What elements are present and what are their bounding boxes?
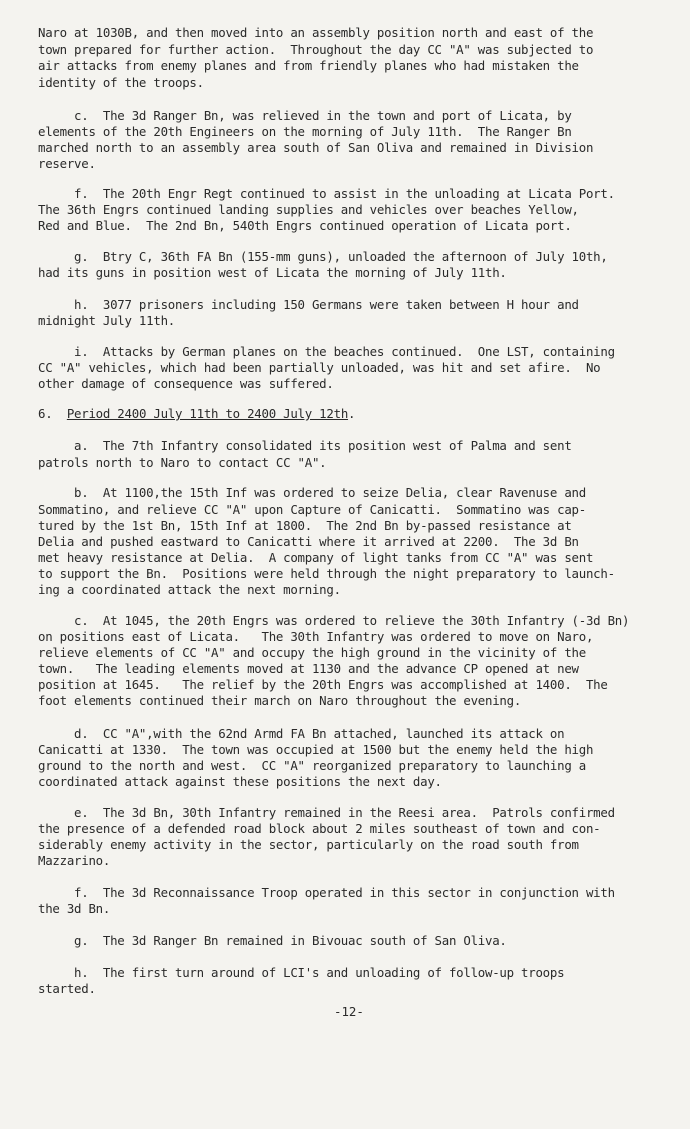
text-line: started.	[38, 981, 96, 996]
text-line: the presence of a defended road block about 2 miles southeast of town and con-	[38, 821, 601, 836]
text-line: identity of the troops.	[38, 75, 204, 90]
text-line: coordinated attack against these positions the next day.	[38, 774, 442, 789]
text-line: g. The 3d Ranger Bn remained in Bivouac south of San Oliva.	[38, 933, 507, 948]
text-line: Mazzarino.	[38, 853, 111, 868]
text-line: Sommatino, and relieve CC "A" upon Capture of Canicatti. Sommatino was cap-	[38, 502, 586, 517]
section-heading-end: .	[348, 406, 356, 421]
text-line: ground to the north and west. CC "A" reorganized preparatory to launching a	[38, 758, 586, 773]
text-line: had its guns in position west of Licata the morning of July 11th.	[38, 265, 507, 280]
text-line: midnight July 11th.	[38, 313, 175, 328]
text-line: town. The leading elements moved at 1130 and the advance CP opened at new	[38, 661, 579, 676]
text-line: Delia and pushed eastward to Canicatti where it arrived at 2200. The 3d Bn	[38, 534, 579, 549]
text-line: marched north to an assembly area south of San Oliva and remained in Division	[38, 140, 594, 155]
text-line: g. Btry C, 36th FA Bn (155-mm guns), unloaded the afternoon of July 10th,	[38, 249, 608, 264]
text-line: siderably enemy activity in the sector, particularly on the road south from	[38, 837, 579, 852]
text-line: d. CC "A",with the 62nd Armd FA Bn attached, launched its attack on	[38, 726, 565, 741]
text-line: met heavy resistance at Delia. A company of light tanks from CC "A" was sent	[38, 550, 594, 565]
text-line: i. Attacks by German planes on the beaches continued. One LST, containing	[38, 344, 615, 359]
text-line: CC "A" vehicles, which had been partially unloaded, was hit and set afire. No	[38, 360, 601, 375]
text-line: relieve elements of CC "A" and occupy the high ground in the vicinity of the	[38, 645, 586, 660]
text-line: Naro at 1030B, and then moved into an assembly position north and east of the	[38, 25, 594, 40]
text-line: ing a coordinated attack the next morning.	[38, 582, 341, 597]
text-line: other damage of consequence was suffered.	[38, 376, 334, 391]
page-number: -12-	[334, 1004, 364, 1019]
section-heading-text: Period 2400 July 11th to 2400 July 12th	[66, 406, 349, 421]
text-line: to support the Bn. Positions were held through the night preparatory to launch-	[38, 566, 615, 581]
text-line: foot elements continued their march on Naro throughout the evening.	[38, 693, 522, 708]
text-line: The 36th Engrs continued landing supplies and vehicles over beaches Yellow,	[38, 202, 579, 217]
section-heading-number: 6.	[38, 406, 67, 421]
text-line: b. At 1100,the 15th Inf was ordered to seize Delia, clear Ravenuse and	[38, 485, 586, 500]
text-line: e. The 3d Bn, 30th Infantry remained in the Reesi area. Patrols confirmed	[38, 805, 615, 820]
text-line: the 3d Bn.	[38, 901, 111, 916]
text-line: position at 1645. The relief by the 20th Engrs was accomplished at 1400. The	[38, 677, 608, 692]
text-line: patrols north to Naro to contact CC "A".	[38, 455, 327, 470]
text-line: f. The 20th Engr Regt continued to assist in the unloading at Licata Port.	[38, 186, 615, 201]
text-line: f. The 3d Reconnaissance Troop operated in this sector in conjunction with	[38, 885, 615, 900]
text-line: Canicatti at 1330. The town was occupied at 1500 but the enemy held the high	[38, 742, 594, 757]
text-line: h. The first turn around of LCI's and unloading of follow-up troops	[38, 965, 565, 980]
text-line: reserve.	[38, 156, 96, 171]
text-line: town prepared for further action. Throughout the day CC "A" was subjected to	[38, 42, 594, 57]
text-line: on positions east of Licata. The 30th Infantry was ordered to move on Naro,	[38, 629, 594, 644]
section-heading	[38, 407, 355, 421]
text-line: a. The 7th Infantry consolidated its position west of Palma and sent	[38, 438, 572, 453]
text-line: Red and Blue. The 2nd Bn, 540th Engrs continued operation of Licata port.	[38, 218, 572, 233]
text-line: tured by the 1st Bn, 15th Inf at 1800. The 2nd Bn by-passed resistance at	[38, 518, 572, 533]
text-line: elements of the 20th Engineers on the morning of July 11th. The Ranger Bn	[38, 124, 572, 139]
text-line: c. At 1045, the 20th Engrs was ordered to relieve the 30th Infantry (-3d Bn)	[38, 613, 630, 628]
text-line: air attacks from enemy planes and from friendly planes who had mistaken the	[38, 58, 579, 73]
text-line: c. The 3d Ranger Bn, was relieved in the town and port of Licata, by	[38, 108, 572, 123]
text-line: h. 3077 prisoners including 150 Germans were taken between H hour and	[38, 297, 579, 312]
